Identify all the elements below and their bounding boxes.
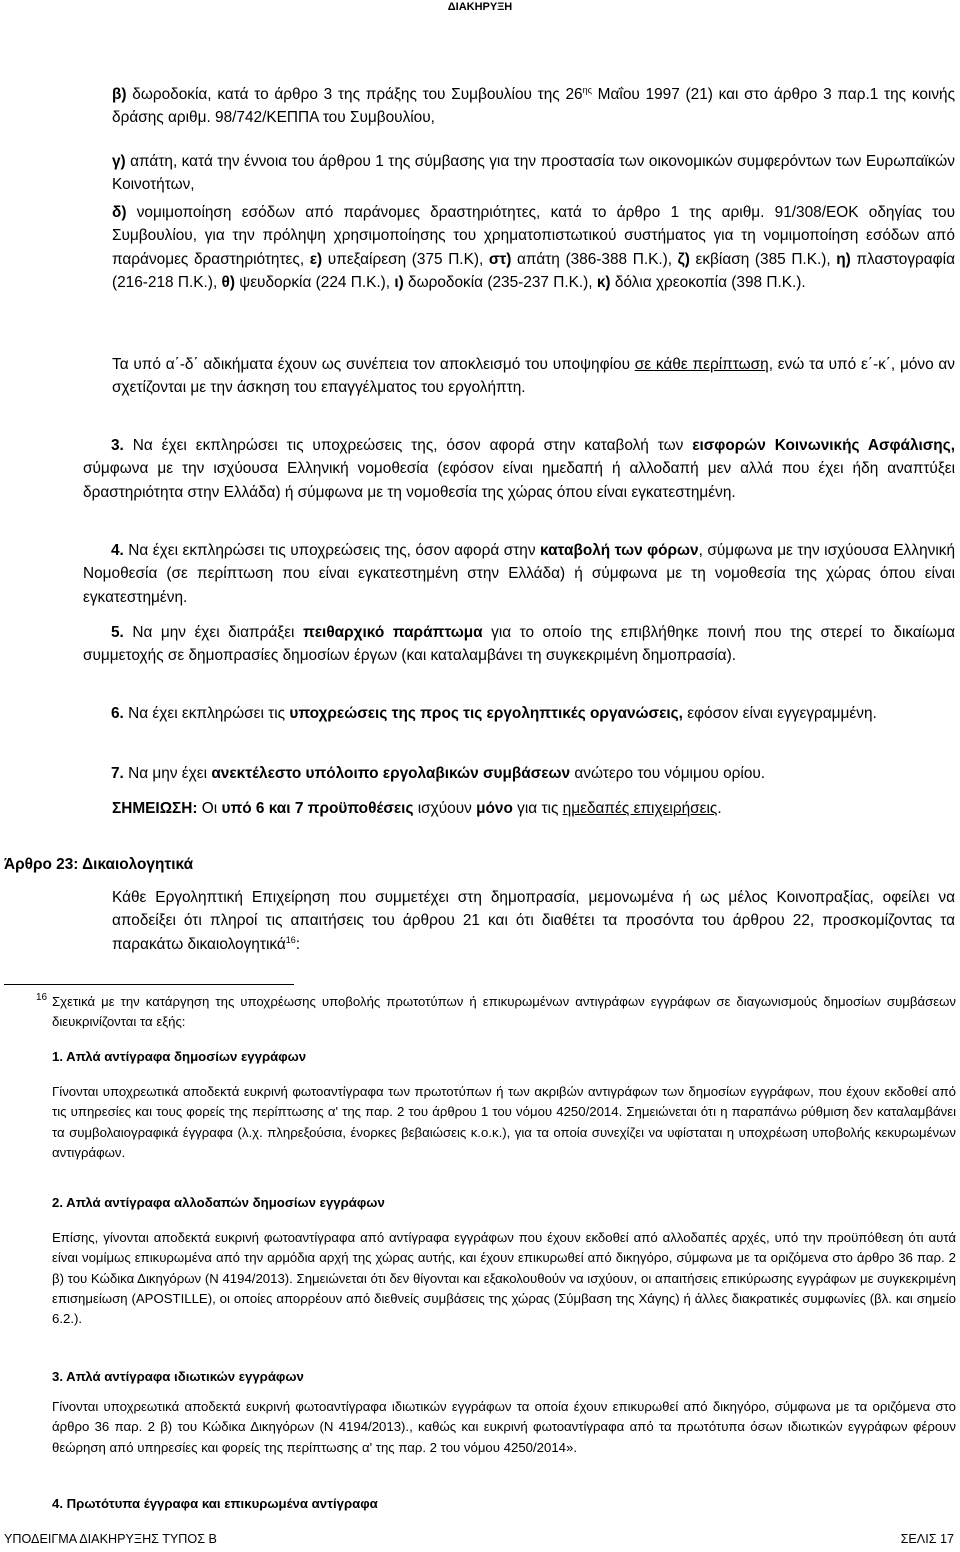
paragraph-delta: δ) νομιμοποίηση εσόδων από παράνομες δραστηριότητες, κατά το άρθρο 1 της αριθμ. 91/308/ΕΟΚ οδηγίας του Συμβουλίου, για την πρόληψη χρησιμοποίησης του χρηματοπιστωτικού συστήματος για τη νομιμοποίηση εσόδων από παράνομες δραστηριότητες, ε) υπεξαίρεση (375 Π.Κ), στ) απάτη (386-388 Π.Κ.), ζ) εκβίαση (385 Π.Κ.), η) πλαστογραφία (216-218 Π.Κ.), θ) ψευδορκία (224 Π.Κ.), ι) δωροδοκία (235-237 Π.Κ.), κ) δόλια χρεοκοπία (398 Π.Κ.). bbox=[112, 204, 955, 291]
footnote-heading-4: 4. Πρωτότυπα έγγραφα και επικυρωμένα αντίγραφα bbox=[52, 1496, 378, 1511]
condition-item-3: 3. Να έχει εκπληρώσει τις υποχρεώσεις της, όσον αφορά στην καταβολή των εισφορών Κοινωνικής Ασφάλισης, σύμφωνα με την ισχύουσα Ελληνική νομοθεσία (εφόσον είναι ημεδαπή ή αλλοδαπή μεν αλλά που έχει ήδη αναπτύξει δραστηριότητα στην Ελλάδα) ή σύμφωνα με τη νομοθεσία της χώρας όπου είναι εγκατεστημένη. bbox=[83, 437, 955, 501]
footnote-paragraph-2: Επίσης, γίνονται αποδεκτά ευκρινή φωτοαντίγραφα από αντίγραφα εγγράφων που έχουν εκδοθεί από αλλοδαπές αρχές, υπό την προϋπόθεση ότι αυτά είναι νομίμως επικυρωμένα από την αρμόδια αρχή της χώρας αυτής, και έχουν επικυρωθεί από δικηγόρο, σύμφωνα με τα οριζόμενα στο άρθρο 36 παρ. 2 β) του Κώδικα Δικηγόρων (Ν 4194/2013). Σημειώνεται ότι δεν θίγονται και εξακολουθούν να ισχύουν, οι απαιτήσεις επικύρωσης εγγράφων με συγκεκριμένη επισημείωση (APOSTILLE), οι οποίες απορρέουν από διεθνείς συμβάσεις της χώρας (Σύμβαση της Χάγης) ή άλλες διακρατικές συμφωνίες (βλ. και σημείο 6.2.). bbox=[52, 1230, 956, 1327]
article-title: Άρθρο 23: Δικαιολογητικά bbox=[4, 856, 194, 873]
footnote-paragraph-1: Γίνονται υποχρεωτικά αποδεκτά ευκρινή φωτοαντίγραφα των πρωτοτύπων ή των ακριβών αντιγράφων των δημοσίων εγγράφων, που έχουν εκδοθεί από τις υπηρεσίες και τους φορείς της περίπτωσης α' της παρ. 2 του άρθρου 1 του νόμου 4250/2014. Σημειώνεται ότι η παραπάνω ρύθμιση δεν καταλαμβάνει τα συμβολαιογραφικά έγγραφα (λ.χ. πληρεξούσια, ένορκες βεβαιώσεις κ.ο.κ.), για τα οποία συνεχίζει να υφίσταται η υποχρέωση υποβολής κεκυρωμένων αντιγράφων. bbox=[52, 1084, 956, 1160]
footnote-intro: Σχετικά με την κατάργηση της υποχρέωσης υποβολής πρωτοτύπων ή επικυρωμένων αντιγράφων εγγράφων σε διαγωνισμούς δημοσίων συμβάσεων διευκρινίζονται τα εξής: bbox=[52, 994, 956, 1030]
article-paragraph: Κάθε Εργοληπτική Επιχείρηση που συμμετέχει στη δημοπρασία, μεμονωμένα ή ως μέλος Κοινοπραξίας, οφείλει να αποδείξει ότι πληροί τις απαιτήσεις του άρθρου 21 και ότι διαθέτει τα προσόντα του άρθρου 22, προσκομίζοντας τα παρακάτω δικαιολογητικά$^{16}$: bbox=[112, 889, 955, 953]
footnote-heading-3: 3. Απλά αντίγραφα ιδιωτικών εγγράφων bbox=[52, 1369, 304, 1384]
condition-item-5: 5. Να μην έχει διαπράξει πειθαρχικό παράπτωμα για το οποίο της επιβλήθηκε ποινή που της στερεί το δικαίωμα συμμετοχής σε δημοπρασίες δημοσίων έργων (και καταλαμβάνει τη συγκεκριμένη δημοπρασία). bbox=[83, 624, 956, 665]
note-paragraph: ΣΗΜΕΙΩΣΗ: Οι υπό 6 και 7 προϋποθέσεις ισχύουν μόνο για τις ημεδαπές επιχειρήσεις. bbox=[112, 800, 722, 817]
footnote-number: 16 bbox=[36, 992, 48, 1003]
footer-page-number: ΣΕΛΙΣ 17 bbox=[900, 1532, 954, 1546]
paragraph-gamma: γ) απάτη, κατά την έννοια του άρθρου 1 της σύμβασης για την προστασία των οικονομικών συμφερόντων των Ευρωπαϊκών Κοινοτήτων, bbox=[112, 153, 955, 194]
condition-item-7: 7. Να μην έχει ανεκτέλεστο υπόλοιπο εργολαβικών συμβάσεων ανώτερο του νόμιμου ορίου. bbox=[111, 765, 766, 782]
condition-item-6: 6. Να έχει εκπληρώσει τις υποχρεώσεις της προς τις εργοληπτικές οργανώσεις, εφόσον είναι εγγεγραμμένη. bbox=[111, 705, 877, 722]
footnote-separator bbox=[4, 984, 294, 985]
footnote-heading-1: 1. Απλά αντίγραφα δημοσίων εγγράφων bbox=[52, 1049, 307, 1064]
paragraph-beta: β) δωροδοκία, κατά το άρθρο 3 της πράξης του Συμβουλίου της $26^{\eta\varsigma}$ Μαΐου 1997 (21) και στο άρθρο 3 παρ.1 της κοινής δράσης αριθμ. 98/742/ΚΕΠΠΑ του Συμβουλίου, bbox=[112, 84, 955, 127]
footer-left: ΥΠΟΔΕΙΓΜΑ ΔΙΑΚΗΡΥΞΗΣ ΤΥΠΟΣ Β bbox=[4, 1532, 217, 1546]
condition-item-4: 4. Να έχει εκπληρώσει τις υποχρεώσεις της, όσον αφορά στην καταβολή των φόρων, σύμφωνα με την ισχύουσα Ελληνική Νομοθεσία (σε περίπτωση που είναι εγκατεστημένη στην Ελλάδα) ή σύμφωνα με τη νομοθεσία της χώρας όπου είναι εγκατεστημένη. bbox=[83, 542, 956, 606]
footnote-paragraph-3: Γίνονται υποχρεωτικά αποδεκτά ευκρινή φωτοαντίγραφα ιδιωτικών εγγράφων τα οποία έχουν επικυρωθεί από δικηγόρο, σύμφωνα με τα οριζόμενα στο άρθρο 36 παρ. 2 β) του Κώδικα Δικηγόρων (Ν 4194/2013)., καθώς και ευκρινή φωτοαντίγραφα από τα πρωτότυπα όσων ιδιωτικών εγγράφων φέρουν θεώρηση από υπηρεσίες και φορείς της περίπτωσης α' της παρ. 2 του νόμου 4250/2014». bbox=[52, 1399, 956, 1455]
page-header: ΔΙΑΚΗΡΥΞΗ bbox=[447, 1, 513, 13]
paragraph-consequence: Τα υπό α΄-δ΄ αδικήματα έχουν ως συνέπεια τον αποκλεισμό του υποψηφίου σε κάθε περίπτωση, ενώ τα υπό ε΄-κ΄, μόνο αν σχετίζονται με την άσκηση του επαγγέλματος του εργολήπτη. bbox=[112, 356, 956, 397]
footnote-heading-2: 2. Απλά αντίγραφα αλλοδαπών δημοσίων εγγράφων bbox=[52, 1195, 385, 1210]
